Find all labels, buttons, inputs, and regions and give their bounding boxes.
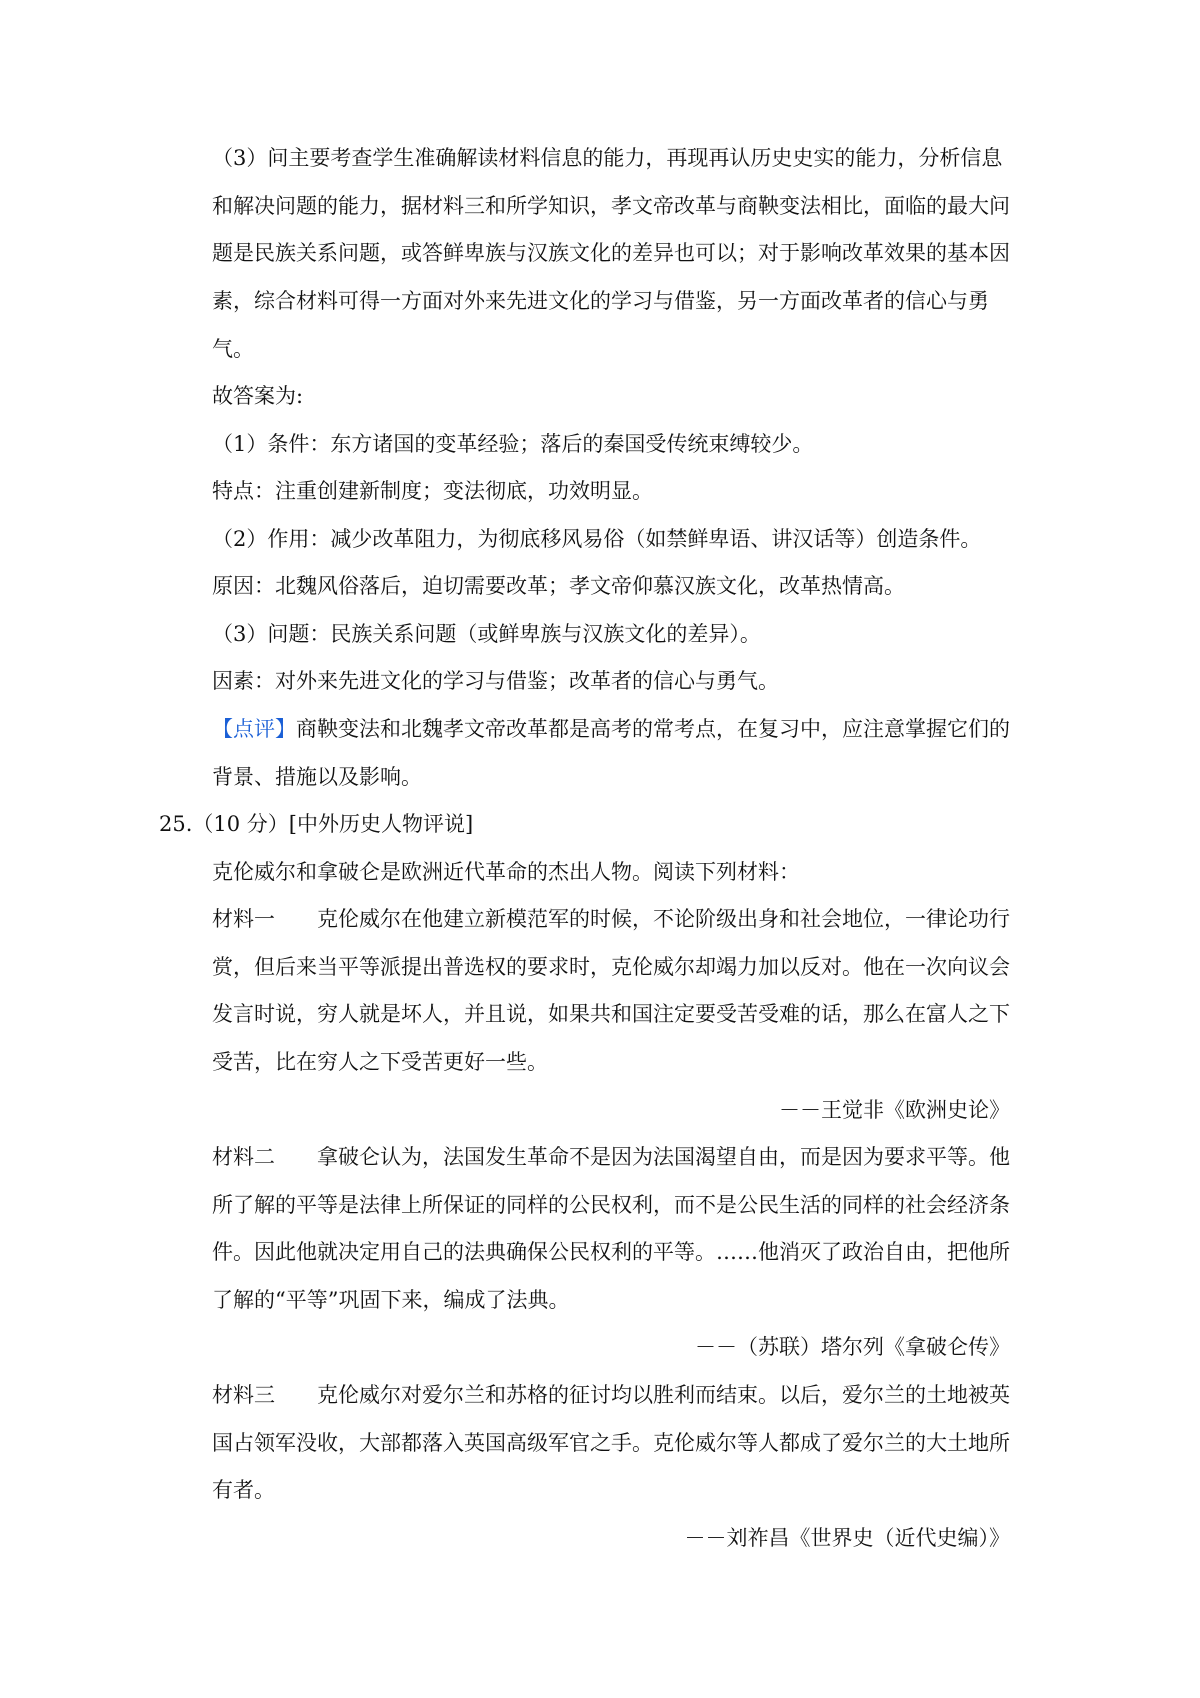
material3-text: 克伦威尔对爱尔兰和苏格的征讨均以胜利而结束。以后，爱尔兰的土地被英: [317, 1383, 1010, 1407]
material1-line: 发言时说，穷人就是坏人，并且说，如果共和国注定要受苦受难的话，那么在富人之下: [212, 1002, 1010, 1026]
analysis-q3-line: 和解决问题的能力，据材料三和所学知识，孝文帝改革与商鞅变法相比，面临的最大问: [212, 194, 1010, 218]
analysis-q3-line: 素，综合材料可得一方面对外来先进文化的学习与借鉴，另一方面改革者的信心与勇: [212, 289, 989, 313]
material1-label: 材料一: [212, 907, 275, 931]
material2-label: 材料二: [212, 1145, 275, 1169]
material3-line: 国占领军没收，大部都落入英国高级军官之手。克伦威尔等人都成了爱尔兰的大土地所: [212, 1431, 1010, 1455]
material1-source: －－王觉非《欧洲史论》: [779, 1098, 1010, 1122]
material3-line: [212, 1380, 1010, 1410]
analysis-q3-line: （3）问主要考查学生准确解读材料信息的能力，再现再认历史史实的能力，分析信息: [212, 146, 1003, 170]
comment-text: 商鞅变法和北魏孝文帝改革都是高考的常考点，在复习中，应注意掌握它们的: [296, 717, 1010, 741]
comment-tag: 【点评】: [212, 717, 296, 741]
answer-line: 特点：注重创建新制度；变法彻底，功效明显。: [212, 479, 653, 503]
material3-source: －－刘祚昌《世界史（近代史编）》: [684, 1526, 1010, 1550]
answer-line: （2）作用：减少改革阻力，为彻底移风易俗（如禁鲜卑语、讲汉话等）创造条件。: [212, 527, 982, 551]
material2-line: [212, 1142, 1010, 1172]
answer-line: （1）条件：东方诸国的变革经验；落后的秦国受传统束缚较少。: [212, 432, 814, 456]
material2-line: 件。因此他就决定用自己的法典确保公民权利的平等。……他消灭了政治自由，把他所: [212, 1240, 1010, 1264]
comment-line: 背景、措施以及影响。: [212, 765, 422, 789]
material1-text: 克伦威尔在他建立新模范军的时候，不论阶级出身和社会地位，一律论功行: [317, 907, 1010, 931]
material1-line: 赏，但后来当平等派提出普选权的要求时，克伦威尔却竭力加以反对。他在一次向议会: [212, 955, 1010, 979]
material1-line: 受苦，比在穷人之下受苦更好一些。: [212, 1050, 548, 1074]
material2-source: －－（苏联）塔尔列《拿破仑传》: [695, 1335, 1010, 1359]
answer-intro: 故答案为:: [212, 384, 304, 408]
question-header: 25.（10 分）[中外历史人物评说]: [159, 812, 474, 836]
material3-line: 有者。: [212, 1478, 275, 1502]
material3-label: 材料三: [212, 1383, 275, 1407]
answer-line: （3）问题：民族关系问题（或鲜卑族与汉族文化的差异）。: [212, 622, 761, 646]
material2-line: 所了解的平等是法律上所保证的同样的公民权利，而不是公民生活的同样的社会经济条: [212, 1193, 1010, 1217]
material2-text: 拿破仑认为，法国发生革命不是因为法国渴望自由，而是因为要求平等。他: [317, 1145, 1010, 1169]
comment-line: [212, 714, 1010, 744]
material1-line: [212, 904, 1010, 934]
answer-line: 原因：北魏风俗落后，迫切需要改革；孝文帝仰慕汉族文化，改革热情高。: [212, 574, 905, 598]
answer-line: 因素：对外来先进文化的学习与借鉴；改革者的信心与勇气。: [212, 669, 779, 693]
question-intro: 克伦威尔和拿破仑是欧洲近代革命的杰出人物。阅读下列材料：: [212, 860, 800, 884]
analysis-q3-line: 气。: [212, 337, 254, 361]
analysis-q3-line: 题是民族关系问题，或答鲜卑族与汉族文化的差异也可以；对于影响改革效果的基本因: [212, 241, 1010, 265]
material2-line: 了解的“平等”巩固下来，编成了法典。: [212, 1288, 570, 1312]
